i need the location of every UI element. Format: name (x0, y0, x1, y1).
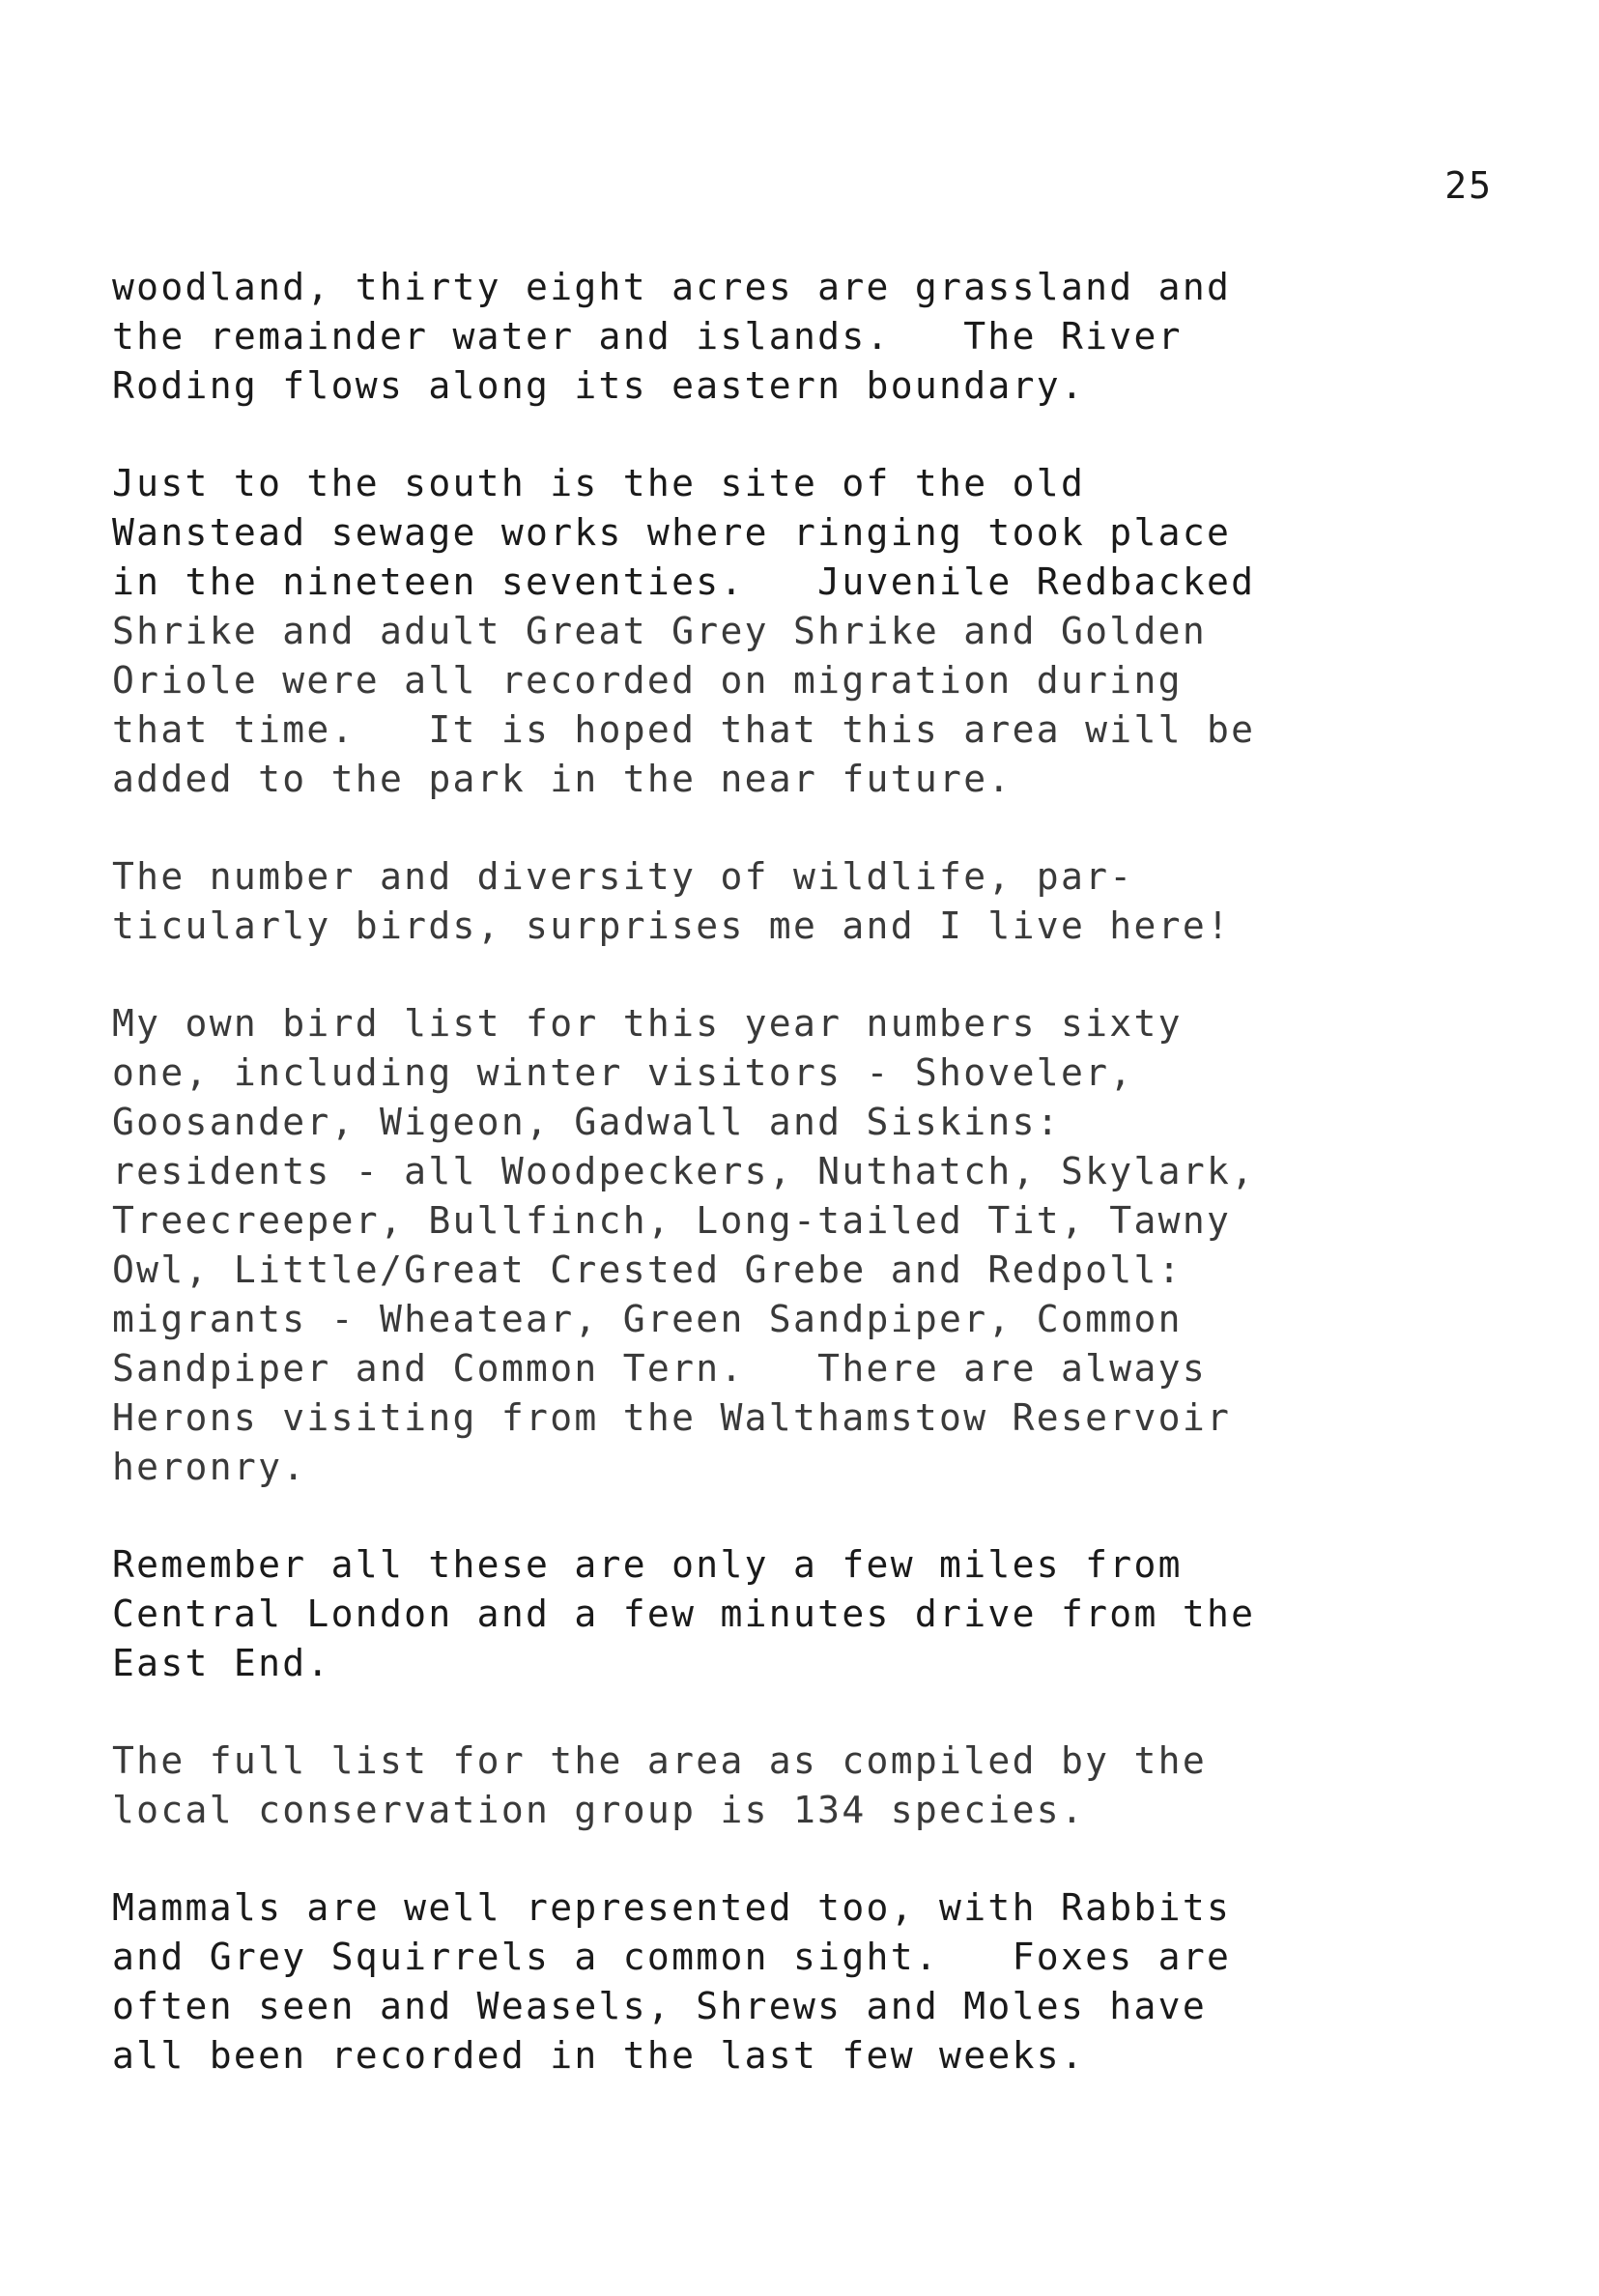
text-line: Oriole were all recorded on migration during (112, 659, 1183, 702)
text-line: often seen and Weasels, Shrews and Moles have (112, 1985, 1208, 2027)
text-line: migrants - Wheatear, Green Sandpiper, Common (112, 1298, 1183, 1340)
text-line: Central London and a few minutes drive from the (112, 1593, 1256, 1635)
text-line: added to the park in the near future. (112, 758, 1013, 800)
paragraph-4 (112, 999, 1542, 1492)
text-line: Herons visiting from the Walthamstow Reservoir (112, 1396, 1232, 1439)
text-line: ticularly birds, surprises me and I live here! (112, 904, 1232, 947)
text-line: in the nineteen seventies. Juvenile Redbacked (112, 560, 1256, 603)
paragraph-6 (112, 1736, 1542, 1835)
text-line: Just to the south is the site of the old (112, 462, 1086, 504)
text-line: Treecreeper, Bullfinch, Long-tailed Tit, Tawny (112, 1199, 1232, 1242)
text-line: residents - all Woodpeckers, Nuthatch, Skylark, (112, 1150, 1256, 1192)
text-line: Mammals are well represented too, with Rabbits (112, 1886, 1232, 1929)
text-line: Roding flows along its eastern boundary. (112, 364, 1086, 407)
text-line: The full list for the area as compiled by the (112, 1739, 1208, 1782)
text-line: Remember all these are only a few miles from (112, 1543, 1183, 1586)
page-number: 25 (1444, 164, 1493, 207)
text-line: The number and diversity of wildlife, par- (112, 855, 1134, 898)
text-line: woodland, thirty eight acres are grassland and (112, 266, 1232, 308)
text-line: Goosander, Wigeon, Gadwall and Siskins: (112, 1101, 1061, 1143)
text-line: all been recorded in the last few weeks. (112, 2034, 1086, 2077)
text-line: Wanstead sewage works where ringing took place (112, 511, 1232, 554)
paragraph-3 (112, 852, 1542, 951)
page-body (112, 263, 1542, 2129)
text-line: local conservation group is 134 species. (112, 1789, 1086, 1831)
text-line: Shrike and adult Great Grey Shrike and Golden (112, 610, 1208, 652)
text-line: one, including winter visitors - Shoveler, (112, 1051, 1134, 1094)
text-line: heronry. (112, 1446, 307, 1488)
paragraph-7 (112, 1883, 1542, 2081)
text-line: My own bird list for this year numbers sixty (112, 1002, 1183, 1045)
text-line: that time. It is hoped that this area will be (112, 708, 1256, 751)
paragraph-5 (112, 1540, 1542, 1688)
text-line: Sandpiper and Common Tern. There are always (112, 1347, 1208, 1390)
paragraph-1 (112, 263, 1542, 411)
text-line: Owl, Little/Great Crested Grebe and Redpoll: (112, 1248, 1183, 1291)
text-line: East End. (112, 1642, 331, 1684)
paragraph-2 (112, 459, 1542, 804)
text-line: and Grey Squirrels a common sight. Foxes are (112, 1936, 1232, 1978)
text-line: the remainder water and islands. The River (112, 315, 1183, 358)
